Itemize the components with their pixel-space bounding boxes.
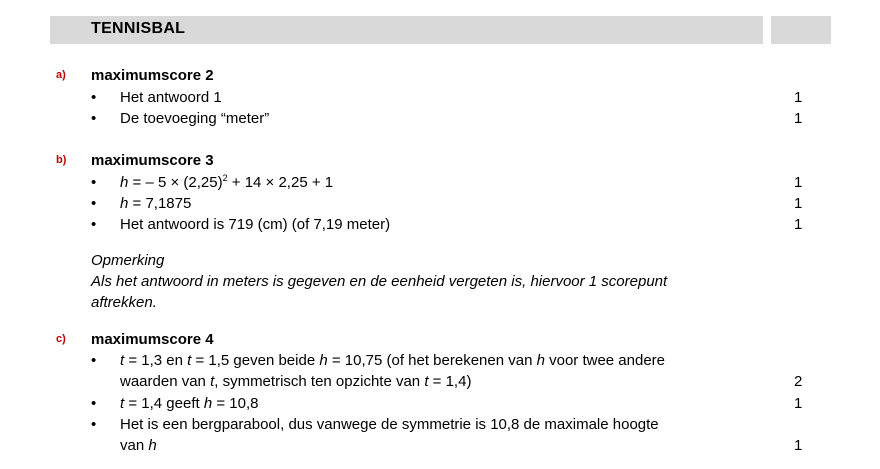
bullet-icon: • xyxy=(91,89,97,106)
section-b-maxscore: maximumscore 3 xyxy=(91,152,214,169)
section-b-item-1: h = – $5 \times (2,25)^2 + 14 \times 2,25 + 1$ xyxy=(120,173,334,191)
bullet-icon: • xyxy=(91,352,97,369)
bullet-icon: • xyxy=(91,395,97,412)
page-title: TENNISBAL xyxy=(91,20,186,37)
section-c-letter: c) xyxy=(56,333,66,345)
note-line-1: Als het antwoord in meters is gegeven en de eenheid vergeten is, hiervoor 1 scorepunt xyxy=(91,273,668,290)
section-b-letter: b) xyxy=(56,154,67,166)
section-b-item-3: Het antwoord is 719 (cm) (of 7,19 meter) xyxy=(120,216,391,233)
bullet-icon: • xyxy=(91,216,97,233)
bullet-icon: • xyxy=(91,195,97,212)
section-a-maxscore: maximumscore 2 xyxy=(91,67,214,84)
bullet-icon: • xyxy=(91,416,97,433)
bullet-icon: • xyxy=(91,110,97,127)
section-b-score-1: 1 xyxy=(794,174,803,191)
section-c-item-3-line-2: van h xyxy=(120,437,157,454)
section-a-score-2: 1 xyxy=(794,110,803,127)
section-b-item-2: h = 7,1875 xyxy=(120,195,192,212)
section-a-item-2: De toevoeging “meter” xyxy=(120,110,270,127)
section-c-maxscore: maximumscore 4 xyxy=(91,331,214,348)
note-line-2: aftrekken. xyxy=(91,294,157,311)
section-a-item-1: Het antwoord 1 xyxy=(120,89,222,106)
section-b-score-3: 1 xyxy=(794,216,803,233)
section-c-score-3: 1 xyxy=(794,437,803,454)
section-b-score-2: 1 xyxy=(794,195,803,212)
section-c-score-2: 1 xyxy=(794,395,803,412)
bullet-icon: • xyxy=(91,174,97,191)
section-a-letter: a) xyxy=(56,69,66,81)
note-title: Opmerking xyxy=(91,252,165,269)
section-c-score-1: 2 xyxy=(794,373,803,390)
section-c-item-3-line-1: Het is een bergparabool, dus vanwege de symmetrie is 10,8 de maximale hoogte xyxy=(120,416,659,433)
section-c-item-1-line-2: waarden van t, symmetrisch ten opzichte van t = 1,4) xyxy=(120,373,472,390)
section-a-score-1: 1 xyxy=(794,89,803,106)
section-c-item-1-line-1: t = 1,3 en t = 1,5 geven beide h = 10,75 (of het berekenen van h voor twee andere xyxy=(120,352,666,369)
header-score-column xyxy=(771,16,831,44)
section-c-item-2: t = 1,4 geeft h = 10,8 xyxy=(120,395,259,412)
